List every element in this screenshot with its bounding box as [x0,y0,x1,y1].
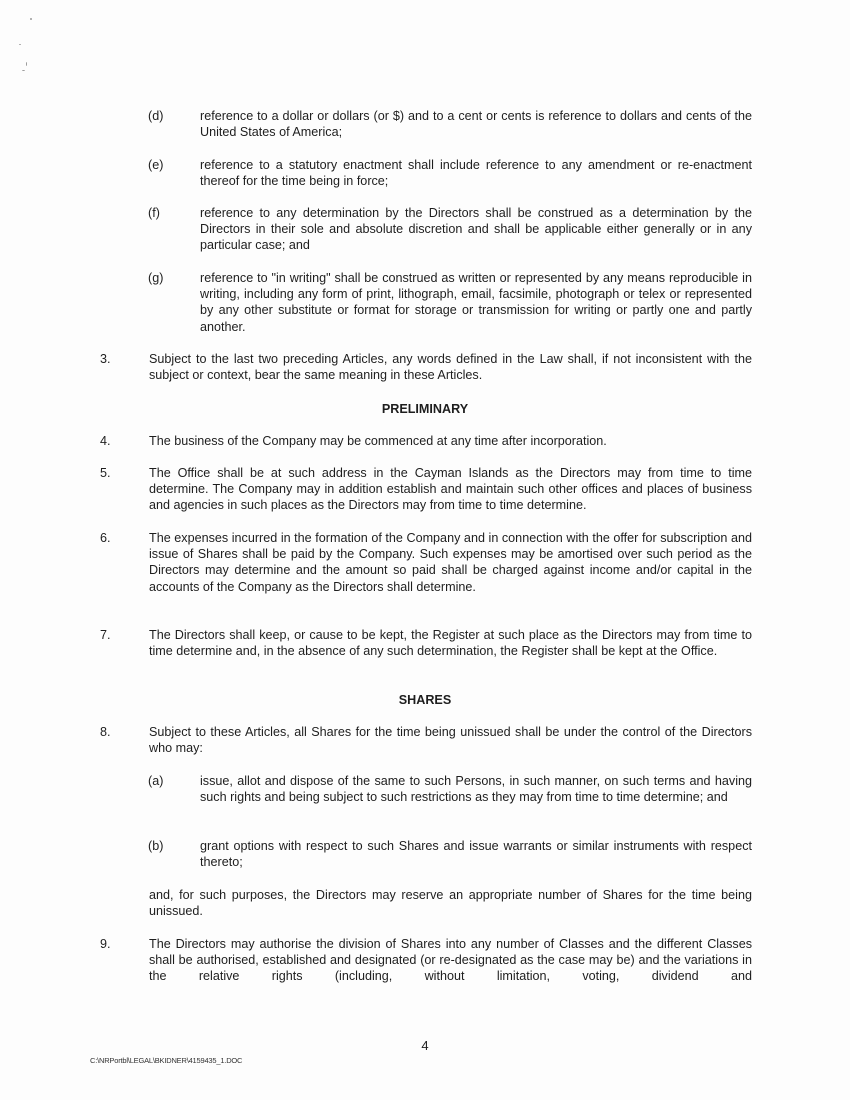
article-8-text: Subject to these Articles, all Shares for the time being unissued shall be under the control of the Directors who may: [149,725,752,756]
item-label-e: (e) [148,158,164,172]
article-8-item-text-a: issue, allot and dispose of the same to such Persons, in such manner, on such terms and having such rights and being subject to such restrictions as they may from time to time determine; and [200,774,752,805]
article-4-text: The business of the Company may be commenced at any time after incorporation. [149,434,607,448]
article-7-text: The Directors shall keep, or cause to be kept, the Register at such place as the Directors may from time to time determine and, in the absence of any such determination, the Register shall be kept at the Office. [149,628,752,659]
item-label-f: (f) [148,206,160,220]
article-8-number: 8. [100,725,111,739]
article-9-text: The Directors may authorise the division of Shares into any number of Classes and the different Classes shall be authorised, established and designated (or re-designated as the case may be) and the variations in the relative rights (including, without limitation, voting, dividend and [149,937,752,984]
article-3-number: 3. [100,352,111,366]
item-text-f: reference to any determination by the Directors shall be construed as a determination by the Directors in their sole and absolute discretion and shall be applicable either generally or in any particular case; and [200,206,752,253]
scan-speck [19,44,21,45]
item-text-d: reference to a dollar or dollars (or $) and to a cent or cents is reference to dollars and cents of the United States of America; [200,109,752,140]
article-7-number: 7. [100,628,111,642]
article-8-item-label-a: (a) [148,774,164,788]
article-8-item-label-b: (b) [148,839,164,853]
item-text-e: reference to a statutory enactment shall include reference to any amendment or re-enactment thereof for the time being in force; [200,158,752,189]
article-5-number: 5. [100,466,111,480]
item-label-d: (d) [148,109,164,123]
scan-speck [30,18,32,20]
scan-speck [26,62,27,66]
document-path: C:\NRPortbl\LEGAL\BKIDNER\4159435_1.DOC [90,1056,243,1065]
article-8-item-text-b: grant options with respect to such Shares and issue warrants or similar instruments with respect thereto; [200,839,752,870]
article-3-text: Subject to the last two preceding Articles, any words defined in the Law shall, if not inconsistent with the subject or context, bear the same meaning in these Articles. [149,352,752,383]
article-9-number: 9. [100,937,111,951]
heading-preliminary: PRELIMINARY [381,402,469,416]
article-6-text: The expenses incurred in the formation of the Company and in connection with the offer for subscription and issue of Shares shall be paid by the Company. Such expenses may be amortised over such period as the Directors may determine and the amount so paid shall be charged against income and/or capital in the accounts of the Company as the Directors shall determine. [149,531,752,594]
article-6-number: 6. [100,531,111,545]
page-number: 4 [421,1038,429,1053]
scan-speck [22,70,25,71]
item-text-g: reference to "in writing" shall be construed as written or represented by any means reproducible in writing, including any form of print, lithograph, email, facsimile, photograph or telex or represented by any other substitute or format for storage or transmission for writing or partly one and partly another. [200,271,752,334]
article-8-closing-text: and, for such purposes, the Directors may reserve an appropriate number of Shares for the time being unissued. [149,888,752,919]
article-4-number: 4. [100,434,111,448]
article-5-text: The Office shall be at such address in the Cayman Islands as the Directors may from time to time determine. The Company may in addition establish and maintain such other offices and places of business and agencies in such places as the Directors may from time to time determine. [149,466,752,513]
item-label-g: (g) [148,271,164,285]
heading-shares: SHARES [398,693,452,707]
